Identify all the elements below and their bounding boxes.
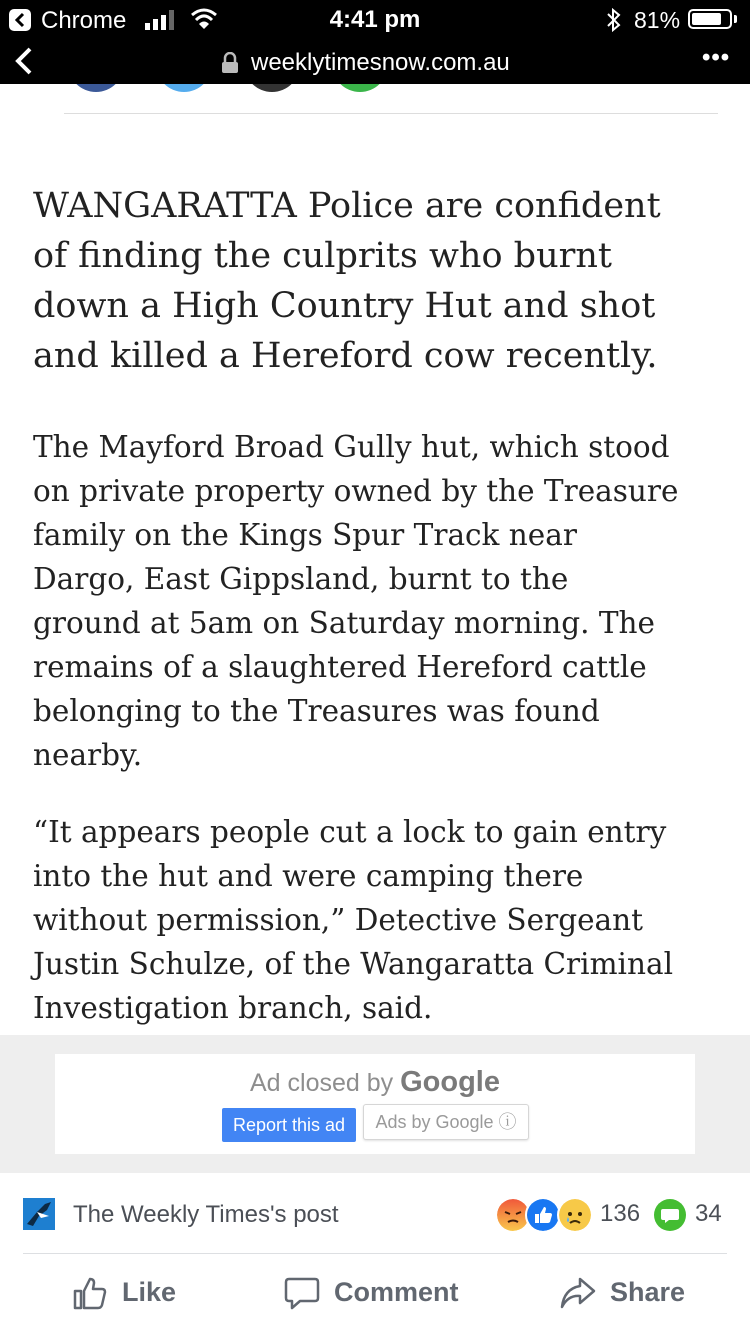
lead-line: WANGARATTA Police are confident: [33, 186, 661, 226]
twitter-share-icon[interactable]: [156, 84, 212, 92]
ad-container: [0, 1035, 750, 1173]
bird-logo-icon: [23, 1198, 55, 1230]
ads-by-google-button[interactable]: Ads by Google ⓘ: [363, 1104, 529, 1140]
report-ad-button[interactable]: Report this ad: [222, 1108, 356, 1142]
url-text[interactable]: weeklytimesnow.com.au: [251, 49, 510, 76]
comment-bubble-icon: [654, 1199, 686, 1231]
lead-line: of finding the culprits who burnt: [33, 236, 612, 276]
ad-card: [55, 1054, 695, 1154]
sad-reaction-icon: [557, 1197, 593, 1233]
reaction-count[interactable]: 136: [600, 1200, 641, 1227]
paragraph-line: on private property owned by the Treasure: [33, 474, 679, 508]
paragraph-line: Justin Schulze, of the Wangaratta Criminal: [33, 947, 674, 981]
paragraph-line: The Mayford Broad Gully hut, which stood: [33, 430, 670, 464]
google-logo: Google: [400, 1066, 500, 1098]
like-button[interactable]: [72, 1273, 192, 1313]
battery-percent: 81%: [634, 7, 681, 33]
page-avatar[interactable]: [23, 1198, 55, 1230]
share-arrow-icon: [560, 1275, 596, 1311]
comment-label: Comment: [334, 1277, 459, 1307]
facebook-post-bar: [0, 1173, 750, 1334]
divider: [23, 1253, 727, 1254]
like-reaction-icon: [525, 1197, 561, 1233]
paragraph-line: nearby.: [33, 738, 143, 772]
article-paragraph-2: [33, 810, 723, 1030]
status-time: 4:41 pm: [329, 6, 421, 33]
share-button[interactable]: [560, 1273, 700, 1313]
paragraph-line: belonging to the Treasures was found: [33, 694, 600, 728]
paragraph-line: remains of a slaughtered Hereford cattle: [33, 650, 647, 684]
lead-line: and killed a Hereford cow recently.: [33, 336, 658, 376]
bluetooth-icon: [606, 8, 622, 32]
paragraph-line: Dargo, East Gippsland, burnt to the: [33, 562, 569, 596]
paragraph-line: into the hut and were camping there: [33, 859, 584, 893]
article-paragraph-1: [33, 425, 723, 777]
ad-closed-message: [55, 1066, 695, 1099]
comment-count[interactable]: 34: [695, 1200, 722, 1227]
paragraph-line: family on the Kings Spur Track near: [33, 518, 577, 552]
battery-level-fill: [692, 13, 721, 25]
paragraph-line: ground at 5am on Saturday morning. The: [33, 606, 655, 640]
share-buttons-row: [0, 84, 750, 94]
status-app-name: Chrome: [41, 7, 127, 34]
comment-icon: [284, 1275, 320, 1311]
battery-cap: [734, 15, 737, 23]
like-label: Like: [122, 1277, 177, 1307]
paragraph-line: without permission,” Detective Sergeant: [33, 903, 643, 937]
ad-closed-text: Ad closed by: [250, 1069, 394, 1097]
battery-icon: [688, 9, 732, 29]
article-lead: [33, 181, 723, 381]
paragraph-line: Investigation branch, said.: [33, 991, 433, 1025]
divider: [64, 113, 718, 114]
email-share-icon[interactable]: [244, 84, 300, 92]
lead-line: down a High Country Hut and shot: [33, 286, 656, 326]
whatsapp-share-icon[interactable]: [332, 84, 388, 92]
post-label[interactable]: The Weekly Times's post: [73, 1201, 339, 1228]
thumbs-up-icon: [72, 1275, 108, 1311]
back-arrow-icon[interactable]: [12, 46, 36, 76]
more-menu-icon[interactable]: •••: [702, 44, 731, 71]
status-bar: [0, 0, 750, 40]
share-label: Share: [610, 1277, 686, 1307]
comment-button[interactable]: [284, 1273, 484, 1313]
browser-chrome: [0, 0, 750, 84]
facebook-share-icon[interactable]: [68, 84, 124, 92]
paragraph-line: “It appears people cut a lock to gain entry: [33, 815, 667, 849]
lock-icon: [221, 52, 239, 74]
